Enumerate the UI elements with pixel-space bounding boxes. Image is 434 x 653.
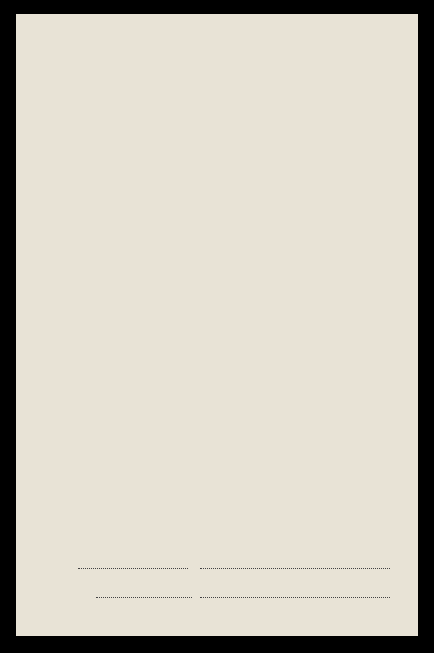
despatch-line bbox=[96, 597, 192, 598]
unit-line bbox=[78, 568, 188, 569]
signature-line bbox=[200, 568, 390, 569]
detail-table bbox=[30, 98, 418, 550]
serving-line bbox=[200, 597, 390, 598]
archive-caption bbox=[0, 640, 434, 653]
